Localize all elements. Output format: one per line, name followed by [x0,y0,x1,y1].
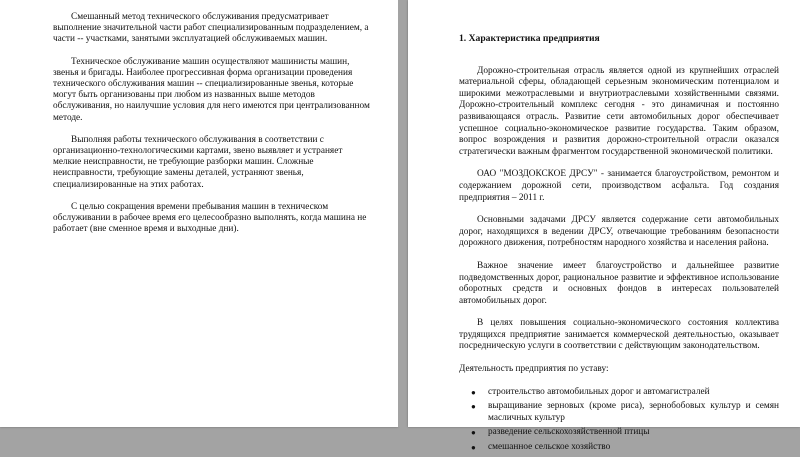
list-item-text: строительство автомобильных дорог и автомагистралей [488,386,710,397]
list-item-text: смешанное сельское хозяйство [488,442,611,453]
page-content [53,12,371,246]
list-item [459,387,779,399]
paragraph: Выполняя работы технического обслуживания в соответствии с организационно-технологическими картами, звено выявляет и устраняет мелкие неисправности, не требующие разборки машин. Сложные неисправности, требующие замены деталей, устраняют звенья, специализированные на этих работах. [53,134,343,190]
paragraph: ОАО "МОЗДОКСКОЕ ДРСУ" - занимается благоустройством, ремонтом и содержанием дорожной сети, производством асфальта. Год создания предприятия – 2011 г. [459,169,779,203]
paragraph: С целью сокращения времени пребывания машин в техническом обслуживании в рабочее время его целесообразно выполнять, когда машина не работает (вне сменное время и выходные дни). [53,201,367,235]
paragraph: Дорожно-строительная отрасль является одной из крупнейших отраслей материальной сферы, обладающей серьезным экономическим потенциалом и широкими межотраслевыми и внутриотраслевыми хозяйственными связями. Дорожно-строительный комплекс сегодня - это динамичная и постоянно развивающаяся отрасль. Развитие сети автомобильных дорог обеспечивает успешное социально-экономическое развитие государства. Таким образом, вопрос возрождения и развития дорожно-строительной отрасли оказался стратегически важным фрагментом государственной экономической политики. [459,65,779,157]
list-item-text: выращивание зерновых (кроме риса), зернобобовых культур и семян масличных культур [488,401,779,423]
bullet-icon: ● [471,387,476,397]
paragraph: Важное значение имеет благоустройство и дальнейшее развитие подведомственных дорог, рациональное развитие и эффективное использование оборотных средств и основных фондов в интересах пользователей автомобильных дорог. [459,260,779,306]
list-item [459,442,779,454]
section-heading: 1. Характеристика предприятия [459,33,600,44]
document-page-left [0,0,398,427]
bullet-icon: ● [471,402,476,412]
list-item [459,427,779,439]
paragraph: Техническое обслуживание машин осуществляют машинисты машин, звенья и бригады. Наиболее прогрессивная форма организации проведения технического обслуживания машин -- специализированные звенья, которые могут быть организованы при любом из названных выше методов обслуживания, но наилучшие условия для него имеются при централизованном методе. [53,56,370,123]
paragraph: Смешанный метод технического обслуживания предусматривает выполнение значительной части работ специализированным подразделением, а части -- участками, занятыми эксплуатацией обслуживаемых машин. [53,12,369,45]
bullet-icon: ● [471,443,476,453]
paragraph: В целях повышения социально-экономического состояния коллектива трудящихся предприятие занимается коммерческой деятельностью, оказывает посредническую услуги в соответствии с действующим законодательством. [459,318,779,352]
list-intro: Деятельность предприятия по уставу: [459,364,609,375]
list-item [459,401,779,424]
paragraph: Основными задачами ДРСУ является содержание сети автомобильных дорог, находящихся в ведении ДРСУ, отвечающие требованиям безопасности дорожного движения, потребностям народного хозяйства и населения района. [459,215,779,249]
bullet-icon: ● [471,428,476,438]
page-gutter [398,0,408,427]
list-item-text: разведение сельскохозяйственной птицы [488,427,650,438]
page-content [459,33,779,457]
document-page-right [408,0,800,453]
activity-list [459,387,779,454]
